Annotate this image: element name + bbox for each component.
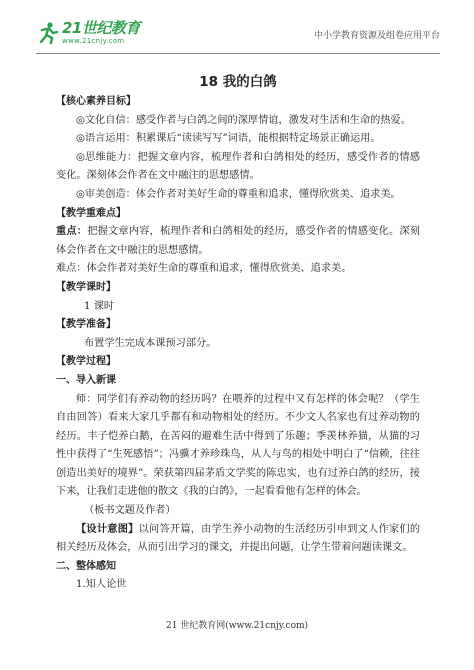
logo-url: www.21cnjy.com bbox=[62, 37, 125, 45]
part-heading-intro: 一、导入新课 bbox=[56, 374, 116, 386]
key-point-label: 重点： bbox=[56, 226, 88, 238]
header-divider bbox=[36, 53, 440, 54]
lesson-plan bbox=[56, 73, 420, 595]
goal-aesthetics: ◎审美创造：体会作者对美好生命的尊重和追求，懂得欣赏美、追求美。 bbox=[76, 188, 401, 200]
intro-paragraph: 师：同学们有养动物的经历吗？在喂养的过程中又有怎样的体会呢？（学生自由回答）看来大家几乎都有和动物相处的经历。不少文人名家也有过养动物的经历。丰子恺养白鹅，在苦闷的避难生活中得到了乐趣；季羡林养猫，从猫的习性中获得了“生死感悟”；冯骥才养珍珠鸟，从人与鸟的相处中明白了“信赖，往往创造出美好的境界”。荣获第四届茅盾文学奖的陈忠实，也有过养白鸽的经历，接下来，让我们走进他的散文《我的白鸽》，一起看看他有怎样的体会。 bbox=[56, 393, 420, 498]
key-point bbox=[56, 223, 420, 260]
design-intent-text: 以问答开篇，由学生养小动物的生活经历引申到文人作家们的相关经历及体会，从而引出学习的课文，并提出问题，让学生带着问题读课文。 bbox=[56, 523, 421, 554]
page-header bbox=[36, 14, 440, 54]
part-heading-overview: 二、整体感知 bbox=[56, 560, 116, 572]
preparation-text: 布置学生完成本课预习部分。 bbox=[84, 337, 217, 349]
goal-language: ◎语言运用：积累课后“读读写写”词语，能根据特定场景正确运用。 bbox=[76, 133, 381, 145]
platform-name: 中小学教育资源及组卷应用平台 bbox=[313, 31, 440, 41]
design-intent-label: 【设计意图】 bbox=[76, 523, 139, 535]
difficult-point: 难点：体会作者对美好生命的尊重和追求，懂得欣赏美、追求美。 bbox=[56, 263, 352, 275]
board-note: （板书文题及作者） bbox=[84, 505, 176, 517]
section-heading-preparation: 【教学准备】 bbox=[56, 319, 116, 331]
goal-culture: ◎文化自信：感受作者与白鸽之间的深厚情谊，激发对生活和生命的热爱。 bbox=[76, 114, 411, 126]
logo-name: 21世纪教育 bbox=[62, 19, 140, 37]
section-heading-key-points: 【教学重难点】 bbox=[56, 207, 126, 219]
section-heading-hours: 【教学课时】 bbox=[56, 281, 116, 293]
document-title: 18 我的白鸽 bbox=[199, 74, 277, 90]
site-logo[interactable] bbox=[36, 16, 140, 50]
page-footer: 21 世纪教育网(www.21cnjy.com) bbox=[165, 621, 309, 631]
section-heading-process: 【教学过程】 bbox=[56, 356, 116, 368]
goal-thinking: ◎思维能力：把握文章内容，梳理作者和白鸽相处的经历，感受作者的情感变化。深刻体会作者在文中融注的思想感情。 bbox=[56, 151, 420, 182]
section-heading-goals: 【核心素养目标】 bbox=[56, 96, 136, 107]
know-author-item: 1.知人论世 bbox=[76, 579, 127, 591]
runner-logo-icon bbox=[36, 21, 60, 45]
design-intent bbox=[56, 521, 420, 558]
key-point-text: 把握文章内容，梳理作者和白鸽相处的经历，感受作者的情感变化。深刻体会作者在文中融注的思想感情。 bbox=[56, 226, 420, 256]
class-hours: 1 课时 bbox=[84, 300, 115, 312]
